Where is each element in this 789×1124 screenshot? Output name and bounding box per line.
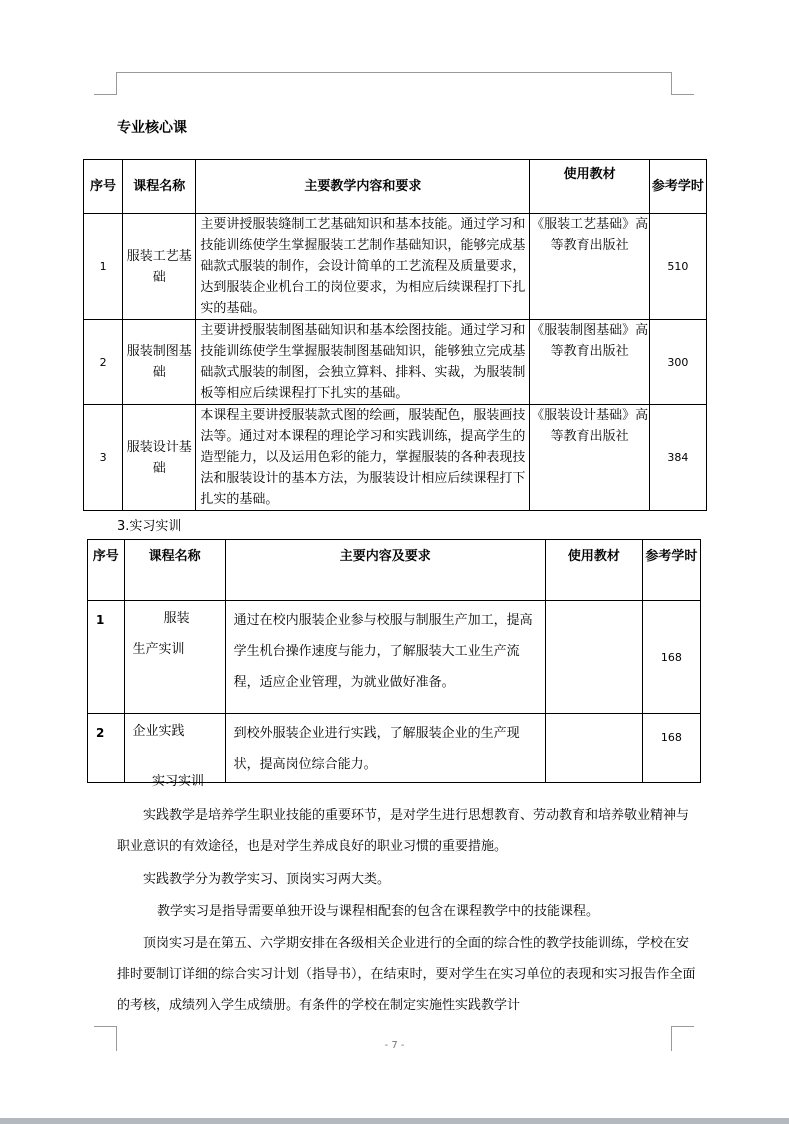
table-header-row <box>84 160 707 214</box>
body-heading: 实习实训 <box>152 774 205 789</box>
table-row <box>84 214 707 320</box>
row-hours: 510 <box>649 214 706 320</box>
row-course-name <box>124 601 225 714</box>
row-hours: 168 <box>642 601 700 714</box>
header-course-name: 课程名称 <box>123 160 196 214</box>
section-title-internship: 3.实习实训 <box>117 519 182 534</box>
row-content: 主要讲授服装制图基础知识和基本绘图技能。通过学习和技能训练使学生掌握服装制图基础知识，能够独立完成基础款式服装的制图，会独立算料、排料、实裁，为服装制板等相应后续课程打下扎实的基础。 <box>196 320 530 405</box>
row-textbook: 《服装制图基础》高等教育出版社 <box>530 320 649 405</box>
body-paragraph: 顶岗实习是在第五、六学期安排在各级相关企业进行的全面的综合性的教学技能训练，学校在安排时要制订详细的综合实习计划（指导书），在结束时，要对学生在实习单位的表现和实习报告作全面的考核，成绩列入学生成绩册。有条件的学校在制定实施性实践教学计 <box>117 936 696 1013</box>
table-row <box>84 320 707 405</box>
row-course-name: 服装工艺基础 <box>123 214 196 320</box>
page-number: - 7 - <box>384 1040 405 1051</box>
header-course-name: 课程名称 <box>124 540 225 601</box>
row-textbook <box>545 601 642 714</box>
header-content: 主要教学内容和要求 <box>196 160 530 214</box>
row-content: 本课程主要讲授服装款式图的绘画，服装配色，服装画技法等。通过对本课程的理论学习和实践训练，提高学生的造型能力，以及运用色彩的能力，掌握服装的各种表现技法和服装设计的基本方法，为服装设计相应后续课程打下扎实的基础。 <box>196 405 530 511</box>
header-textbook: 使用教材 <box>530 160 649 214</box>
row-hours: 168 <box>642 714 700 783</box>
header-no: 序号 <box>88 540 125 601</box>
viewer-bottom-edge <box>0 1118 789 1124</box>
row-textbook: 《服装设计基础》高等教育出版社 <box>530 405 649 511</box>
header-hours: 参考学时 <box>642 540 700 601</box>
row-hours: 384 <box>649 405 706 511</box>
row-content: 通过在校内服装企业参与校服与制服生产加工，提高学生机台操作速度与能力，了解服装大工业生产流程，适应企业管理，为就业做好准备。 <box>225 601 545 714</box>
internship-table <box>87 539 701 783</box>
row-course-name: 服装设计基础 <box>123 405 196 511</box>
body-paragraph: 实践教学是培养学生职业技能的重要环节，是对学生进行思想教育、劳动教育和培养敬业精神与职业意识的有效途径，也是对学生养成良好的职业习惯的重要措施。 <box>117 808 690 854</box>
core-courses-table <box>83 159 707 511</box>
row-course-name: 服装制图基础 <box>123 320 196 405</box>
row-course-name: 企业实践 <box>124 714 225 783</box>
crop-mark-top-right <box>671 72 694 95</box>
row-content: 到校外服装企业进行实践，了解服装企业的生产现状，提高岗位综合能力。 <box>225 714 545 783</box>
row-no: 1 <box>84 214 123 320</box>
row-no: 2 <box>84 320 123 405</box>
row-hours: 300 <box>649 320 706 405</box>
row-no: 3 <box>84 405 123 511</box>
row-textbook: 《服装工艺基础》高等教育出版社 <box>530 214 649 320</box>
crop-mark-top-left <box>94 72 117 95</box>
header-hours: 参考学时 <box>649 160 706 214</box>
section-title-core-courses: 专业核心课 <box>117 120 187 136</box>
table-row <box>88 601 701 714</box>
header-no: 序号 <box>84 160 123 214</box>
body-paragraph: 教学实习是指导需要单独开设与课程相配套的包含在课程教学中的技能课程。 <box>157 904 600 919</box>
header-margin-line <box>117 72 671 73</box>
course-name-line1: 服装 <box>163 611 190 626</box>
row-no: 1 <box>88 601 125 714</box>
row-content: 主要讲授服装缝制工艺基础知识和基本技能。通过学习和技能训练使学生掌握服装工艺制作基础知识，能够完成基础款式服装的制作，会设计简单的工艺流程及质量要求，达到服装企业机台工的岗位要求，为相应后续课程打下扎实的基础。 <box>196 214 530 320</box>
row-no: 2 <box>88 714 125 783</box>
table-row <box>84 405 707 511</box>
table-header-row <box>88 540 701 601</box>
body-paragraph: 实践教学分为教学实习、顶岗实习两大类。 <box>143 872 391 887</box>
course-name-line2: 生产实训 <box>132 642 185 657</box>
header-content: 主要内容及要求 <box>225 540 545 601</box>
header-textbook: 使用教材 <box>545 540 642 601</box>
